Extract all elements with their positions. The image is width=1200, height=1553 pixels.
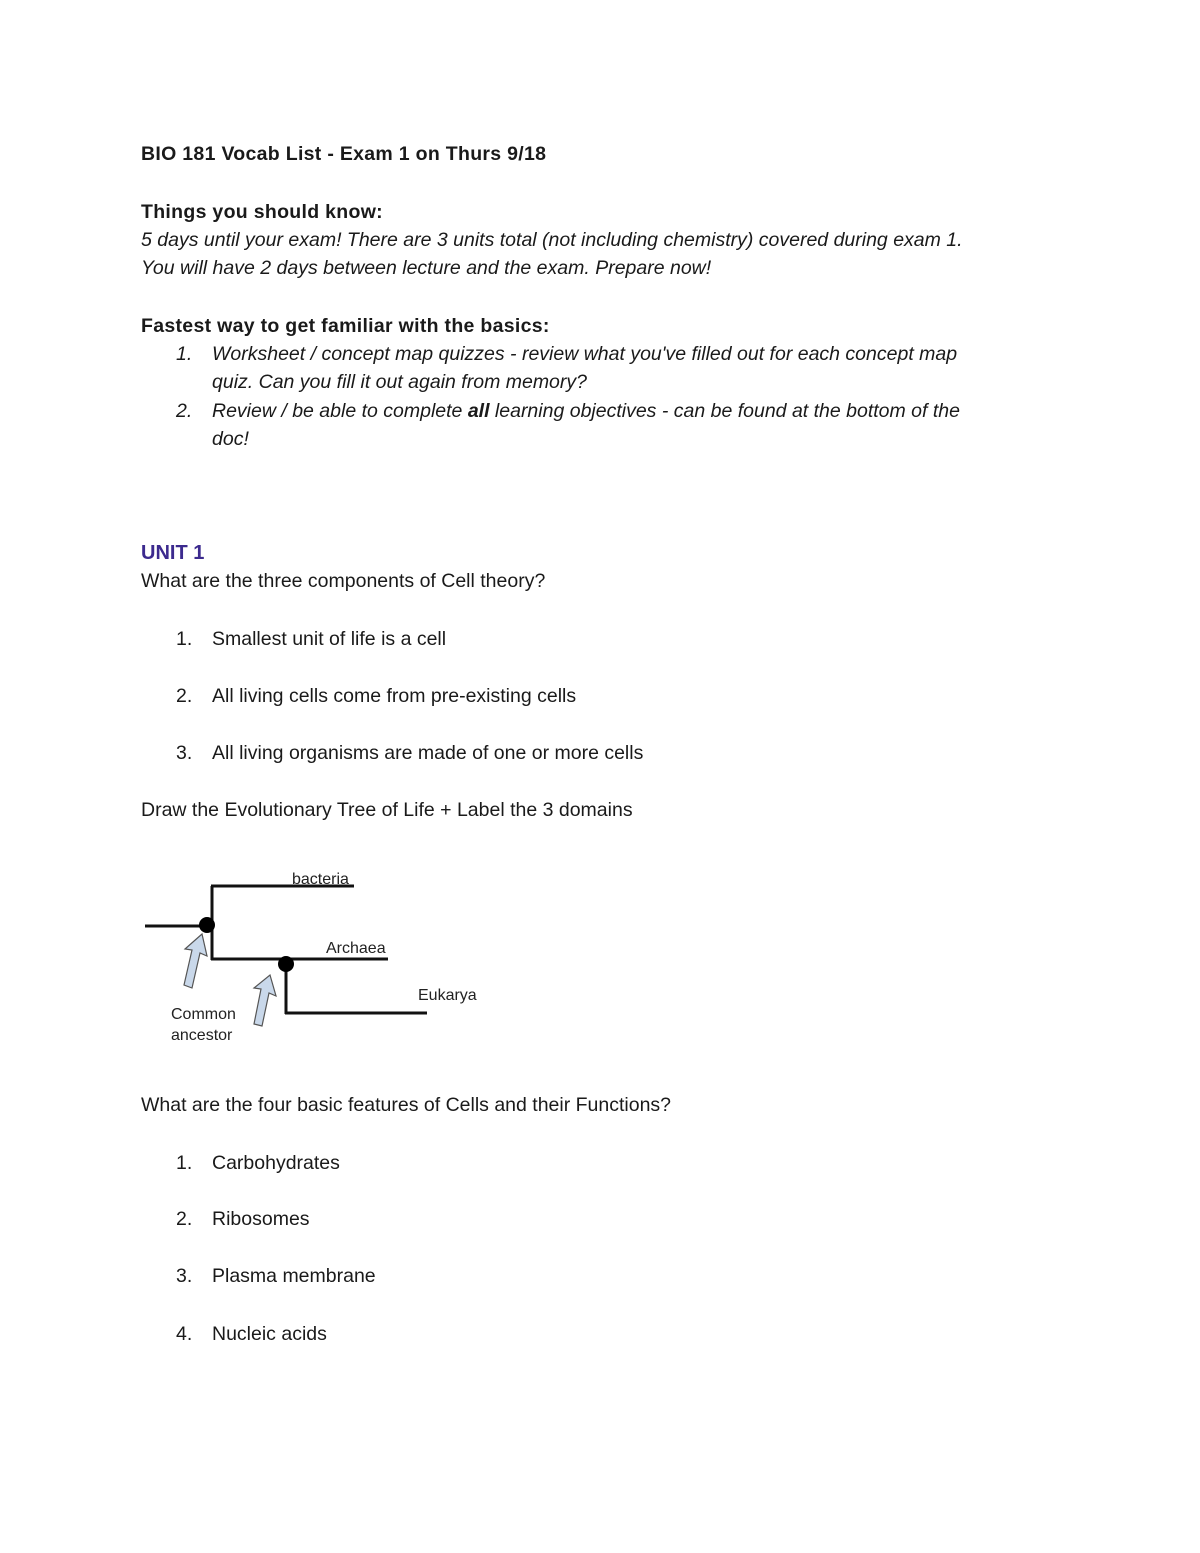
cell-theory-item-3: All living organisms are made of one or more cells	[212, 742, 644, 764]
cell-feature-2: Ribosomes	[212, 1208, 310, 1230]
question-cell-theory: What are the three components of Cell theory?	[141, 570, 546, 592]
common-ancestor-arrow-2	[254, 975, 276, 1026]
cell-theory-item-1: Smallest unit of life is a cell	[212, 628, 447, 650]
fastest-item-2-number: 2.	[176, 400, 193, 422]
fastest-item-2-text-before: Review / be able to complete	[212, 400, 468, 422]
fastest-item-2-text-after: learning objectives - can be found at the bottom of the	[489, 400, 960, 422]
fastest-item-1-line-2: quiz. Can you fill it out again from memory?	[212, 371, 587, 393]
cell-feature-1-number: 1.	[176, 1152, 193, 1174]
fastest-item-1-number: 1.	[176, 343, 193, 365]
fastest-heading: Fastest way to get familiar with the basics:	[141, 315, 550, 337]
document-title: BIO 181 Vocab List - Exam 1 on Thurs 9/18	[141, 143, 547, 165]
fastest-item-1-line-1: Worksheet / concept map quizzes - review what you've filled out for each concept map	[212, 343, 958, 365]
cell-theory-item-2: All living cells come from pre-existing cells	[212, 685, 577, 707]
question-tree-of-life: Draw the Evolutionary Tree of Life + Label the 3 domains	[141, 799, 633, 821]
question-cell-features: What are the four basic features of Cells and their Functions?	[141, 1094, 672, 1116]
cell-feature-2-number: 2.	[176, 1208, 193, 1230]
label-ancestor: ancestor	[171, 1027, 233, 1044]
cell-feature-3-number: 3.	[176, 1265, 193, 1287]
label-common: Common	[171, 1006, 236, 1023]
label-eukarya: Eukarya	[418, 987, 477, 1004]
cell-theory-item-3-number: 3.	[176, 742, 193, 764]
fastest-item-2-line-1	[212, 397, 960, 425]
cell-feature-4: Nucleic acids	[212, 1323, 327, 1345]
common-ancestor-arrow-1	[184, 934, 207, 988]
label-bacteria: bacteria	[292, 871, 349, 888]
fastest-item-2-emphasis: all	[467, 400, 490, 422]
common-ancestor-node-1	[199, 917, 215, 933]
cell-feature-4-number: 4.	[176, 1323, 193, 1345]
label-archaea: Archaea	[326, 940, 386, 957]
know-text-line-2: You will have 2 days between lecture and the exam. Prepare now!	[141, 257, 712, 279]
cell-theory-item-1-number: 1.	[176, 628, 193, 650]
cell-theory-item-2-number: 2.	[176, 685, 193, 707]
fastest-item-2-line-2: doc!	[212, 428, 249, 450]
unit-1-heading: UNIT 1	[141, 542, 205, 564]
cell-feature-3: Plasma membrane	[212, 1265, 376, 1287]
cell-feature-1: Carbohydrates	[212, 1152, 340, 1174]
evolutionary-tree-diagram	[140, 862, 500, 1052]
common-ancestor-node-2	[278, 956, 294, 972]
know-heading: Things you should know:	[141, 201, 383, 223]
know-text-line-1: 5 days until your exam! There are 3 units total (not including chemistry) covered during exam 1.	[141, 229, 963, 251]
